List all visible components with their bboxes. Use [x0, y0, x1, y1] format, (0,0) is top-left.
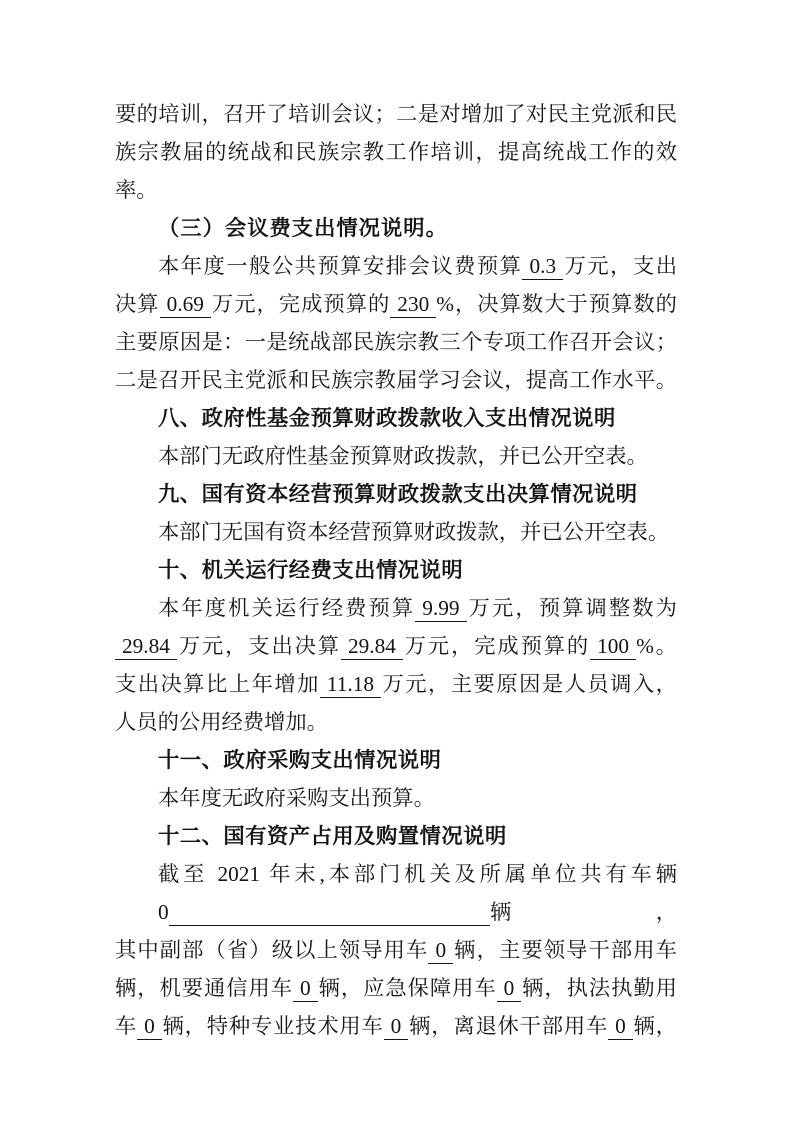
- text-segment: 截至 2021 年末,本部门机关及所属单位共有车辆 0: [158, 862, 677, 924]
- text-segment: 十二、国有资产占用及购置情况说明: [158, 824, 507, 848]
- para-vehicles-line-2: [115, 931, 677, 969]
- para-vehicles-line-3: [115, 969, 677, 1007]
- text-segment: 车: [115, 1014, 138, 1038]
- underlined-value: 0.3: [522, 254, 563, 280]
- text-segment: 二是召开民主党派和民族宗教届学习会议，提高工作水平。: [115, 368, 677, 392]
- para-gov-procurement-line-1: [115, 779, 677, 817]
- para-vehicles-line-1: [115, 855, 677, 931]
- para-meeting-fee-detail-line-4: [115, 361, 677, 399]
- text-segment: 万元，完成预算的: [402, 634, 591, 658]
- underlined-value: 0: [428, 938, 453, 964]
- heading-12-state-assets-line-1: [115, 817, 677, 855]
- underlined-value: 11.18: [320, 672, 381, 698]
- text-segment: 辆，机要通信用车: [115, 976, 293, 1000]
- para-agency-operation-line-1: [115, 589, 677, 627]
- text-segment: 辆，主要领导干部用车: [453, 938, 677, 962]
- underlined-value: 9.99: [415, 596, 466, 622]
- underlined-value: 29.84: [115, 634, 177, 660]
- para-gov-fund-line-1: [115, 437, 677, 475]
- para-meeting-fee-detail-line-1: [115, 247, 677, 285]
- text-segment: 主要原因是：一是统战部民族宗教三个专项工作召开会议；: [115, 330, 677, 354]
- text-segment: 万元，支出: [563, 254, 677, 278]
- text-segment: 其中副部（省）级以上领导用车: [115, 938, 429, 962]
- underlined-value: 0: [608, 1014, 633, 1040]
- underlined-blank: [169, 900, 490, 926]
- text-segment: 万元，完成预算的: [210, 292, 391, 316]
- para-training-carryover-line-3: [115, 171, 677, 209]
- underlined-value: 100: [590, 634, 636, 660]
- text-segment: （三）会议费支出情况说明。: [158, 216, 448, 240]
- para-meeting-fee-detail-line-2: [115, 285, 677, 323]
- text-segment: 要的培训，召开了培训会议；二是对增加了对民主党派和民: [115, 102, 677, 126]
- heading-8-gov-fund-line-1: [115, 399, 677, 437]
- text-segment: 十一、政府采购支出情况说明: [158, 748, 442, 772]
- underlined-value: 0.69: [160, 292, 211, 318]
- text-segment: 人员的公用经费增加。: [115, 710, 328, 734]
- text-segment: 九、国有资本经营预算财政拨款支出决算情况说明: [158, 482, 638, 506]
- underlined-value: 0: [384, 1014, 409, 1040]
- text-segment: 率。: [115, 178, 158, 202]
- underlined-value: 230: [390, 292, 436, 318]
- text-segment: 辆，应急保障用车: [317, 976, 497, 1000]
- text-segment: 本部门无政府性基金预算财政拨款，并已公开空表。: [158, 444, 648, 468]
- text-segment: 辆，特种专业技术用车: [161, 1014, 384, 1038]
- text-segment: 本年度无政府采购支出预算。: [158, 786, 435, 810]
- text-segment: %。: [636, 634, 677, 658]
- para-agency-operation-line-2: [115, 627, 677, 665]
- text-segment: %，决算数大于预算数的: [436, 292, 677, 316]
- text-segment: 辆，: [490, 900, 677, 924]
- text-segment: 辆，执法执勤用: [521, 976, 677, 1000]
- text-segment: 辆，离退休干部用车: [408, 1014, 609, 1038]
- text-segment: 本年度一般公共预算安排会议费预算: [158, 254, 523, 278]
- text-segment: 万元，预算调整数为: [466, 596, 677, 620]
- para-training-carryover-line-2: [115, 133, 677, 171]
- text-segment: 族宗教届的统战和民族宗教工作培训，提高统战工作的效: [115, 140, 677, 164]
- heading-11-gov-procurement-line-1: [115, 741, 677, 779]
- subheading-meeting-fee-line-1: [115, 209, 677, 247]
- text-segment: 本年度机关运行经费预算: [158, 596, 416, 620]
- underlined-value: 0: [293, 976, 318, 1002]
- para-meeting-fee-detail-line-3: [115, 323, 677, 361]
- text-segment: 辆，: [632, 1014, 677, 1038]
- underlined-value: 29.84: [341, 634, 403, 660]
- document-content: [115, 95, 677, 1045]
- text-segment: 支出决算比上年增加: [115, 672, 320, 696]
- text-segment: 决算: [115, 292, 160, 316]
- heading-9-state-capital-line-1: [115, 475, 677, 513]
- text-segment: 万元，主要原因是人员调入，: [381, 672, 677, 696]
- underlined-value: 0: [137, 1014, 162, 1040]
- text-segment: 十、机关运行经费支出情况说明: [158, 558, 464, 582]
- text-segment: 万元，支出决算: [176, 634, 341, 658]
- para-vehicles-line-4: [115, 1007, 677, 1045]
- text-segment: 本部门无国有资本经营预算财政拨款，并已公开空表。: [158, 520, 670, 544]
- heading-10-agency-operation-line-1: [115, 551, 677, 589]
- para-agency-operation-line-3: [115, 665, 677, 703]
- para-agency-operation-line-4: [115, 703, 677, 741]
- text-segment: 八、政府性基金预算财政拨款收入支出情况说明: [158, 406, 616, 430]
- para-training-carryover-line-1: [115, 95, 677, 133]
- underlined-value: 0: [497, 976, 522, 1002]
- para-state-capital-line-1: [115, 513, 677, 551]
